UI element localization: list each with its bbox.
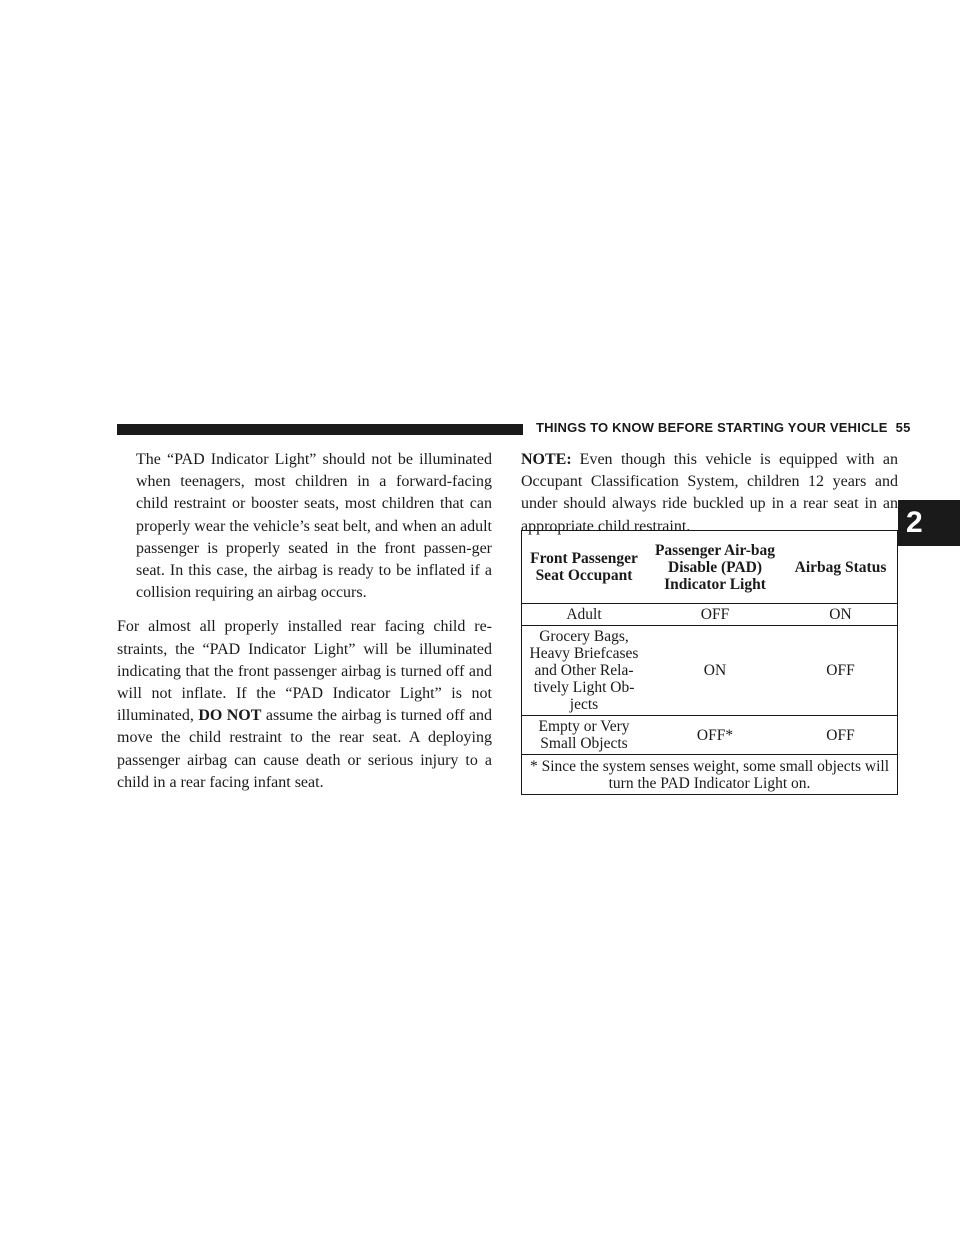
header-airbag-status: Airbag Status bbox=[794, 558, 887, 576]
paragraph-rear-facing bbox=[117, 616, 492, 794]
section-tab-number: 2 bbox=[906, 506, 923, 539]
paragraph-rear-facing-start: For almost all properly installed rear facing child re-straints, the “PAD Indicator Light” will be illuminated indicating that the front passenger airbag is turned off and will not inflate. If the “PAD Indicator Light” is not illuminated, bbox=[117, 618, 492, 725]
airbag-status-cell: OFF bbox=[784, 716, 898, 755]
note-text: Even though this vehicle is equipped with an Occupant Classification System, children 12 years and under should always ride buckled up in a rear seat in an appropriate child restraint. bbox=[521, 451, 898, 535]
table-row bbox=[522, 716, 898, 755]
header-rule bbox=[117, 424, 523, 435]
table-footnote-row bbox=[522, 755, 898, 795]
occupant-cell: Grocery Bags, Heavy Briefcases and Other Rela-tively Light Ob-jects bbox=[522, 626, 647, 716]
pad-status-table bbox=[521, 530, 898, 795]
right-column bbox=[521, 449, 898, 538]
paragraph-pad-light-off: The “PAD Indicator Light” should not be illuminated when teenagers, most children in a forward-facing child restraint or booster seats, most children that can properly wear the vehicle’s seat belt, and when an adult passenger is properly seated in the front passen-ger seat. In this case, the airbag is ready to be inflated if a collision requiring an airbag occurs. bbox=[136, 451, 492, 602]
page-number: 55 bbox=[895, 420, 911, 435]
airbag-status-cell: OFF bbox=[784, 626, 898, 716]
note-paragraph bbox=[521, 449, 898, 538]
paragraph-rear-facing-end: assume the airbag is turned off and move the child restraint to the rear seat. A deploying passenger airbag can cause death or serious injury to a child in a rear facing infant seat. bbox=[117, 707, 493, 791]
table-row bbox=[522, 604, 898, 626]
table-row bbox=[522, 626, 898, 716]
running-header bbox=[536, 420, 911, 435]
table-header-row bbox=[522, 531, 898, 604]
pad-light-cell: OFF bbox=[646, 604, 784, 626]
note-label: NOTE: bbox=[521, 451, 572, 468]
header-pad-indicator: Passenger Air-bag Disable (PAD) Indicator Light bbox=[654, 541, 776, 593]
header-title-text: THINGS TO KNOW BEFORE STARTING YOUR VEHICLE bbox=[536, 420, 888, 435]
airbag-status-cell: ON bbox=[784, 604, 898, 626]
pad-light-cell: OFF* bbox=[646, 716, 784, 755]
pad-light-cell: ON bbox=[646, 626, 784, 716]
left-column bbox=[117, 449, 492, 794]
occupant-cell: Empty or Very Small Objects bbox=[522, 716, 647, 755]
table-footnote: * Since the system senses weight, some small objects will turn the PAD Indicator Light on. bbox=[522, 755, 898, 795]
header-seat-occupant: Front Passenger Seat Occupant bbox=[530, 550, 638, 584]
occupant-cell: Adult bbox=[522, 604, 647, 626]
do-not-warning: DO NOT bbox=[198, 707, 262, 725]
